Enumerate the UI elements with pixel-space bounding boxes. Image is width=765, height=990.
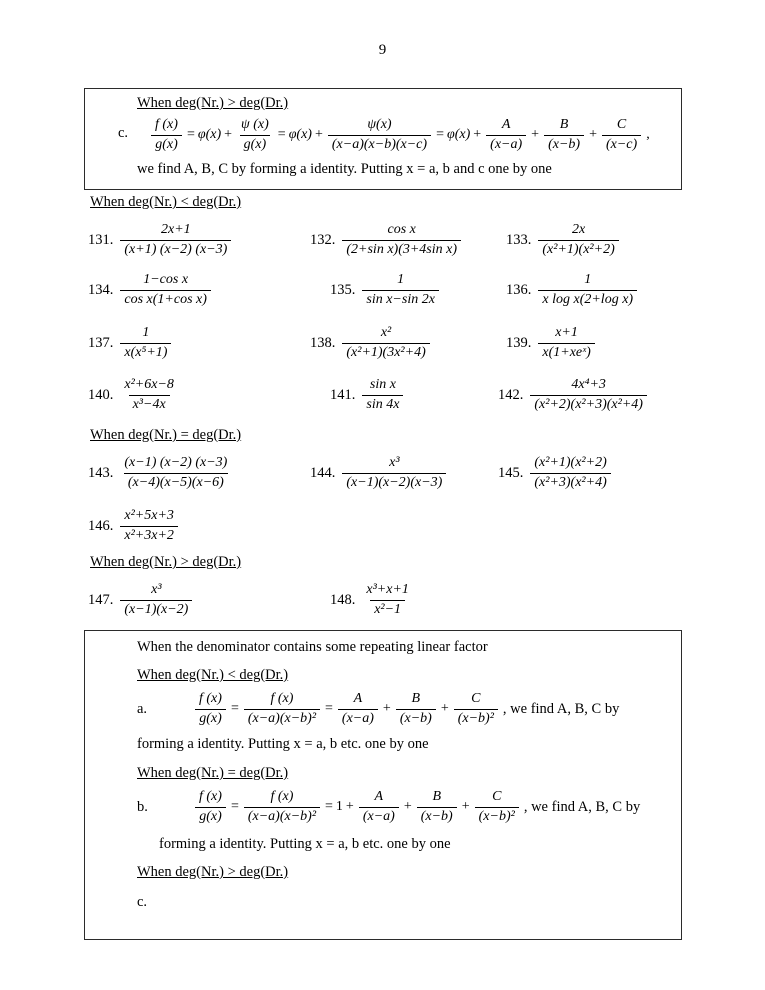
problem-141: [330, 377, 405, 413]
section-heading-lt: When deg(Nr.) < deg(Dr.): [90, 194, 242, 210]
problem-144: [310, 455, 448, 491]
denominator-a: (x−a): [359, 807, 399, 826]
bottom-box-intro: When the denominator contains some repeating linear factor: [137, 639, 488, 655]
denominator-b: (x−b): [417, 807, 457, 826]
denominator-a: (x−a): [486, 135, 526, 154]
denominator-a: (x−a): [338, 709, 378, 728]
denominator-c: (x−c): [602, 135, 641, 154]
denominator: x³−4x: [129, 395, 170, 414]
problem-136: [506, 272, 639, 308]
denominator: x(x⁵+1): [120, 343, 171, 362]
coefficient-c: C: [616, 117, 627, 132]
equals-sign: =: [186, 127, 195, 143]
equation-a-trailing-text: , we find A, B, C by: [502, 700, 620, 717]
leading-one: 1: [335, 799, 343, 815]
denominator: (x−1)(x−2): [120, 600, 192, 619]
problem-148: [330, 582, 415, 618]
repeating-denominator: (x−a)(x−b)²: [244, 807, 320, 826]
problem-140: [88, 377, 180, 413]
equals-sign-2: =: [277, 127, 286, 143]
plus-sign-0: +: [345, 799, 354, 815]
denominator: (x+1) (x−2) (x−3): [120, 240, 231, 259]
denominator: (x²+2)(x²+3)(x²+4): [530, 395, 647, 414]
g-of-x-den-2: g(x): [240, 135, 271, 154]
problem-number: 132.: [310, 231, 336, 248]
problem-142: [498, 377, 649, 413]
denominator: x²−1: [370, 600, 405, 619]
plus-sign-2: +: [440, 701, 449, 717]
denominator-b-squared: (x−b)²: [475, 807, 519, 826]
numerator: 2x+1: [161, 222, 191, 237]
numerator: (x²+1)(x²+2): [534, 455, 607, 470]
coefficient-c: C: [492, 789, 502, 804]
problem-number: 147.: [88, 591, 114, 608]
numerator: x²: [380, 325, 392, 340]
bottom-item-c-label: c.: [137, 894, 148, 910]
plus-sign-5: +: [589, 127, 597, 143]
numerator: x³+x+1: [366, 582, 409, 597]
problem-131: [88, 222, 233, 258]
numerator: 1−cos x: [143, 272, 189, 287]
denominator: (2+sin x)(3+4sin x): [342, 240, 461, 259]
numerator: sin x: [369, 377, 396, 392]
top-box-item-label: c.: [118, 125, 129, 141]
problem-138: [310, 325, 432, 361]
repeating-denominator: (x−a)(x−b)²: [244, 709, 320, 728]
numerator: 1: [397, 272, 405, 287]
numerator: 4x⁴+3: [571, 377, 606, 392]
problem-number: 136.: [506, 281, 532, 298]
problem-145: [498, 455, 613, 491]
plus-sign: +: [224, 127, 233, 143]
f-of-x-num: f (x): [199, 691, 222, 706]
problem-132: [310, 222, 463, 258]
equals-sign-2: =: [325, 799, 333, 815]
problem-number: 131.: [88, 231, 114, 248]
problem-number: 140.: [88, 386, 114, 403]
problem-134: [88, 272, 213, 308]
bottom-heading-lt: When deg(Nr.) < deg(Dr.): [137, 667, 289, 683]
bottom-equation-a: [193, 691, 619, 727]
bottom-item-a-label: a.: [137, 701, 148, 717]
problem-number: 141.: [330, 386, 356, 403]
equals-sign-3: =: [436, 127, 444, 143]
plus-sign: +: [382, 701, 391, 717]
problem-number: 143.: [88, 464, 114, 481]
equals-sign-2: =: [325, 701, 333, 717]
problem-number: 145.: [498, 464, 524, 481]
numerator: x+1: [555, 325, 578, 340]
coefficient-a: A: [374, 789, 384, 804]
plus-sign-2: +: [461, 799, 470, 815]
denominator: (x−1)(x−2)(x−3): [342, 473, 446, 492]
equals-sign: =: [230, 701, 239, 717]
bottom-heading-gt: When deg(Nr.) > deg(Dr.): [137, 864, 289, 880]
section-heading-eq: When deg(Nr.) = deg(Dr.): [90, 427, 242, 443]
coefficient-a: A: [501, 117, 511, 132]
denominator: (x−4)(x−5)(x−6): [124, 473, 228, 492]
denominator: (x²+1)(3x²+4): [342, 343, 429, 362]
bottom-b-closing-text: forming a identity. Putting x = a, b etc. one by one: [159, 836, 451, 852]
bottom-formula-box: [84, 630, 682, 940]
problem-number: 146.: [88, 517, 114, 534]
trailing-comma: ,: [646, 127, 650, 143]
problem-147: [88, 582, 194, 618]
denominator: x²+3x+2: [120, 526, 178, 545]
plus-sign: +: [403, 799, 412, 815]
page-number: 9: [378, 42, 387, 58]
plus-sign-2: +: [314, 127, 323, 143]
f-of-x-num: f (x): [155, 117, 178, 132]
denominator: sin 4x: [362, 395, 403, 414]
denominator: (x²+3)(x²+4): [530, 473, 610, 492]
numerator: x³: [151, 582, 162, 597]
section-heading-gt: When deg(Nr.) > deg(Dr.): [90, 554, 242, 570]
denominator-b: (x−b): [544, 135, 584, 154]
plus-sign-4: +: [531, 127, 540, 143]
coefficient-c: C: [471, 691, 481, 706]
denominator: sin x−sin 2x: [362, 290, 439, 309]
numerator: x²+6x−8: [124, 377, 174, 392]
denominator: (x²+1)(x²+2): [538, 240, 618, 259]
problem-139: [506, 325, 597, 361]
psi-of-x-num: ψ (x): [241, 117, 269, 132]
g-of-x-den: g(x): [195, 709, 226, 728]
problem-number: 139.: [506, 334, 532, 351]
denominator: x log x(2+log x): [538, 290, 637, 309]
coefficient-b: B: [432, 789, 442, 804]
top-box-closing-text: we find A, B, C by forming a identity. Putting x = a, b and c one by one: [137, 161, 552, 177]
plus-sign-3: +: [473, 127, 482, 143]
problem-number: 137.: [88, 334, 114, 351]
bottom-a-closing-text: forming a identity. Putting x = a, b etc. one by one: [137, 736, 429, 752]
coefficient-b: B: [559, 117, 569, 132]
numerator: 2x: [571, 222, 586, 237]
numerator: 1: [142, 325, 150, 340]
top-box-equation: [149, 117, 653, 153]
denominator-b-squared: (x−b)²: [454, 709, 498, 728]
g-of-x-den: g(x): [151, 135, 182, 154]
f-of-x-num: f (x): [199, 789, 222, 804]
problem-133: [506, 222, 621, 258]
denominator: x(1+xeˣ): [538, 343, 594, 362]
problem-135: [330, 272, 441, 308]
problem-number: 138.: [310, 334, 336, 351]
numerator: x²+5x+3: [124, 508, 174, 523]
coefficient-b: B: [411, 691, 421, 706]
equation-b-trailing-text: , we find A, B, C by: [523, 798, 641, 815]
equals-sign: =: [230, 799, 239, 815]
bottom-item-b-label: b.: [137, 799, 148, 815]
top-box-heading: When deg(Nr.) > deg(Dr.): [137, 95, 289, 111]
bottom-equation-b: [193, 789, 640, 825]
numerator: cos x: [387, 222, 416, 237]
problem-143: [88, 455, 233, 491]
phi-term-2: φ(x): [288, 127, 312, 143]
g-of-x-den: g(x): [195, 807, 226, 826]
problem-number: 144.: [310, 464, 336, 481]
problem-137: [88, 325, 173, 361]
problem-146: [88, 508, 180, 544]
denominator: cos x(1+cos x): [120, 290, 211, 309]
coefficient-a: A: [353, 691, 363, 706]
bottom-heading-eq: When deg(Nr.) = deg(Dr.): [137, 765, 289, 781]
problem-number: 134.: [88, 281, 114, 298]
f-of-x-num-2: f (x): [270, 789, 294, 804]
numerator: (x−1) (x−2) (x−3): [124, 455, 228, 470]
top-formula-box: [84, 88, 682, 190]
phi-term: φ(x): [197, 127, 222, 143]
numerator: x³: [389, 455, 400, 470]
problem-number: 135.: [330, 281, 356, 298]
psi-of-x-num-2: ψ(x): [367, 117, 392, 132]
phi-term-3: φ(x): [446, 127, 471, 143]
problem-number: 148.: [330, 591, 356, 608]
abc-denominator: (x−a)(x−b)(x−c): [328, 135, 431, 154]
problem-number: 142.: [498, 386, 524, 403]
problem-number: 133.: [506, 231, 532, 248]
denominator-b: (x−b): [396, 709, 436, 728]
f-of-x-num-2: f (x): [270, 691, 294, 706]
numerator: 1: [584, 272, 592, 287]
